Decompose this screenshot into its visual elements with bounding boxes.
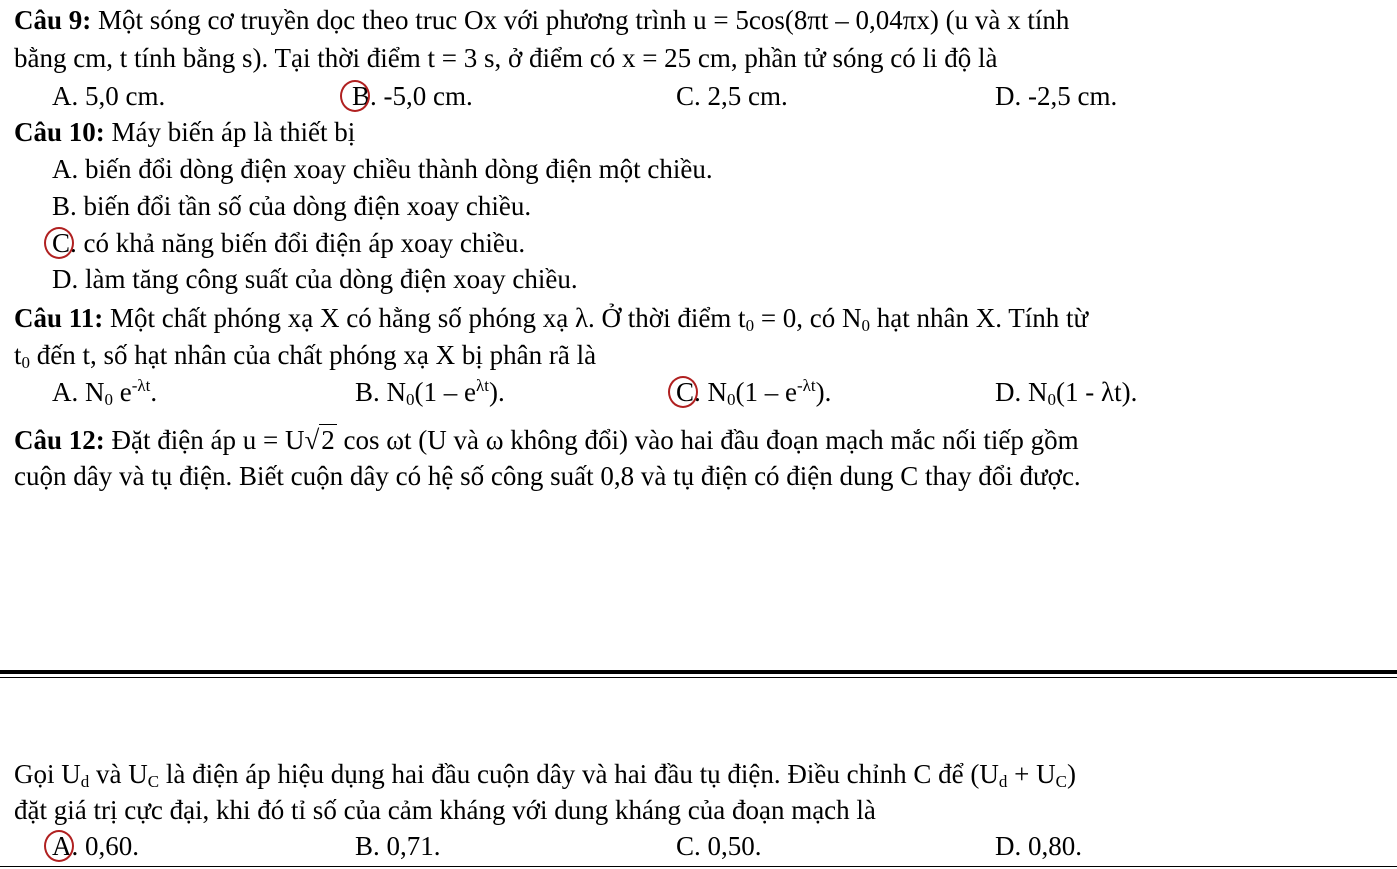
q9-option-d: D. -2,5 cm. <box>995 81 1118 111</box>
q11-option-a: A. $N_0$ $e^{-\lambda t}$. <box>52 376 158 409</box>
q9-option-c: C. 2,5 cm. <box>676 81 788 111</box>
q12-line2: cuộn dây và tụ điện. Biết cuộn dây có hệ số công suất 0,8 và tụ điện có điện dung C thay đổi được. <box>14 461 1081 491</box>
q9-line2: bằng cm, t tính bằng s). Tại thời điểm t = 3 s, ở điểm có x = 25 cm, phần tử sóng có li độ là <box>14 43 998 73</box>
q12-line1: Câu 12: Đặt điện áp u = U√2 cos ωt (U và ω không đổi) vào hai đầu đoạn mạch mắc nối tiếp gồm <box>14 425 1079 455</box>
q11-option-c: C. $N_0(1 - e^{-\lambda t})$. <box>676 376 832 409</box>
q11-line2: $t_0$ đến t, số hạt nhân của chất phóng xạ X bị phân rã là <box>14 340 597 372</box>
q12-option-a: A. 0,60. <box>52 831 139 861</box>
q11-label: Câu 11: <box>14 303 104 333</box>
q10-option-a: A. biến đổi dòng điện xoay chiều thành dòng điện một chiều. <box>52 154 713 184</box>
q10-label: Câu 10: <box>14 117 105 147</box>
q12-option-b: B. 0,71. <box>355 831 441 861</box>
q10-option-c: C. có khả năng biến đổi điện áp xoay chiều. <box>52 228 526 258</box>
q11-option-b: B. $N_0(1 - e^{\lambda t})$. <box>355 376 505 409</box>
q10-option-d: D. làm tăng công suất của dòng điện xoay chiều. <box>52 264 578 294</box>
q10-stem: Máy biến áp là thiết bị <box>111 117 356 147</box>
q10-option-b: B. biến đổi tần số của dòng điện xoay chiều. <box>52 191 532 221</box>
page-separator-thin <box>0 677 1397 678</box>
page-separator <box>0 670 1397 674</box>
q12-label: Câu 12: <box>14 425 105 455</box>
q11-option-d: D. $N_0(1 - \lambda t)$. <box>995 377 1138 409</box>
q9-line1: Câu 9: Một sóng cơ truyền dọc theo truc Ox với phương trình u = 5cos(8πt – 0,04πx) (u và x tính <box>14 5 1070 35</box>
q12-option-c: C. 0,50. <box>676 831 762 861</box>
q11-line1: Câu 11: Một chất phóng xạ X có hằng số phóng xạ λ. Ở thời điểm $t_0 = 0$, có $N_0$ hạt nhân X. Tính từ <box>14 303 1089 335</box>
q9-label: Câu 9: <box>14 5 92 35</box>
q10-line1 <box>14 116 355 148</box>
q12-line4: đặt giá trị cực đại, khi đó tỉ số của cảm kháng với dung kháng của đoạn mạch là <box>14 795 876 825</box>
q9-option-b: B. -5,0 cm. <box>352 81 473 111</box>
bottom-rule <box>0 866 1397 867</box>
q12-line3: Gọi $U_d$ và $U_C$ là điện áp hiệu dụng hai đầu cuộn dây và hai đầu tụ điện. Điều chỉnh C để $(U_d + U_C)$ <box>14 759 1076 791</box>
q12-option-d: D. 0,80. <box>995 831 1082 861</box>
q9-option-a: A. 5,0 cm. <box>52 81 166 111</box>
